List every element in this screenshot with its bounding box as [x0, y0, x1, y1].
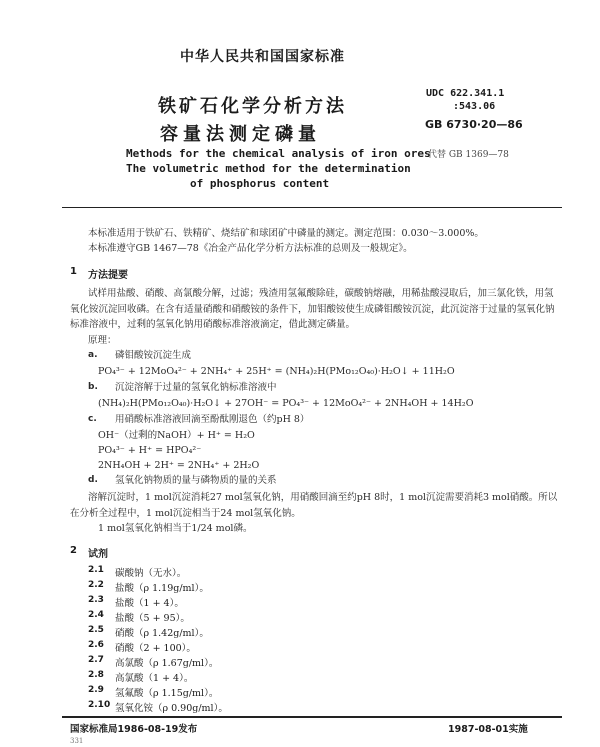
english-title-1: Methods for the chemical analysis of iron ores — [126, 147, 431, 160]
step-d-conclusion: 1 mol氢氧化钠相当于1/24 mol磷。 — [98, 523, 253, 534]
step-c-equation-1: OH⁻（过剩的NaOH）+ H⁺ = H₂O — [98, 430, 255, 441]
english-title-3: of phosphorus content — [190, 177, 330, 190]
gb-code: GB 6730·20—86 — [425, 118, 523, 131]
reagent-text: 盐酸（5 + 95）。 — [115, 613, 190, 624]
reagent-number: 2.3 — [88, 595, 104, 605]
scope-paragraph: 本标准适用于铁矿石、铁精矿、烧结矿和球团矿中磷量的测定。测定范围：0.030～3.000%。 — [88, 228, 484, 239]
udc-code-suffix: :543.06 — [453, 101, 496, 112]
page-number: 331 — [70, 737, 84, 745]
step-a-label: a. — [88, 350, 98, 360]
reagent-text: 高氯酸（1 + 4）。 — [115, 673, 194, 684]
national-standard-heading: 中华人民共和国国家标准 — [180, 49, 345, 65]
step-a-equation: PO₄³⁻ + 12MoO₄²⁻ + 2NH₄⁺ + 25H⁺ = (NH₄)₂H(PMo₁₂O₄₀)·H₂O↓ + 11H₂O — [98, 366, 455, 377]
english-title-2: The volumetric method for the determination — [126, 162, 411, 175]
udc-code: UDC 622.341.1 — [426, 88, 505, 99]
footer-divider — [62, 716, 562, 718]
step-c-equation-2: PO₄³⁻ + H⁺ = HPO₄²⁻ — [98, 445, 202, 456]
section-2-number: 2 — [70, 545, 77, 556]
reagent-text: 高氯酸（ρ 1.67g/ml）。 — [115, 658, 219, 669]
reagent-number: 2.6 — [88, 640, 104, 650]
step-d-text: 氢氧化钠物质的量与磷物质的量的关系 — [115, 475, 277, 486]
header-divider — [62, 207, 562, 208]
reagent-number: 2.4 — [88, 610, 104, 620]
step-d-paragraph: 溶解沉淀时，1 mol沉淀消耗27 mol氢氧化钠，用硝酸回滴至约pH 8时，1 mol沉淀需要消耗3 mol硝酸。所以在分析全过程中，1 mol沉淀相当于24 mol氢氧化钠。 — [70, 492, 558, 519]
title-line-1: 铁矿石化学分析方法 — [158, 96, 347, 117]
step-c-equation-3: 2NH₄OH + 2H⁺ = 2NH₄⁺ + 2H₂O — [98, 460, 260, 471]
reagent-text: 碳酸钠（无水）。 — [115, 568, 187, 579]
reagent-text: 氢氟酸（ρ 1.15g/ml）。 — [115, 688, 219, 699]
step-c-text: 用硝酸标准溶液回滴至酚酞刚退色（约pH 8） — [115, 414, 310, 425]
step-b-equation: (NH₄)₂H(PMo₁₂O₄₀)·H₂O↓ + 27OH⁻ = PO₄³⁻ + 12MoO₄²⁻ + 2NH₄OH + 14H₂O — [98, 398, 474, 409]
replaces-standard: 代替 GB 1369—78 — [428, 150, 509, 160]
reagent-number: 2.7 — [88, 655, 104, 665]
principle-label: 原理： — [88, 335, 117, 346]
reagent-number: 2.10 — [88, 700, 111, 710]
reagent-number: 2.8 — [88, 670, 104, 680]
reagent-number: 2.1 — [88, 565, 104, 575]
step-a-text: 磷钼酸铵沉淀生成 — [115, 350, 192, 361]
section-1-number: 1 — [70, 266, 77, 277]
effective-date: 1987-08-01实施 — [448, 724, 528, 735]
reagent-text: 硝酸（ρ 1.42g/ml）。 — [115, 628, 209, 639]
step-d-label: d. — [88, 475, 98, 485]
reagent-text: 硝酸（2 + 100）。 — [115, 643, 196, 654]
section-2-title: 试剂 — [88, 549, 108, 560]
step-c-label: c. — [88, 414, 97, 424]
reagent-number: 2.9 — [88, 685, 104, 695]
reagent-text: 氢氧化铵（ρ 0.90g/ml）。 — [115, 703, 228, 714]
basis-paragraph: 本标准遵守GB 1467—78《冶金产品化学分析方法标准的总则及一般规定》。 — [88, 243, 413, 254]
step-b-text: 沉淀溶解于过量的氢氧化钠标准溶液中 — [115, 382, 277, 393]
reagent-number: 2.2 — [88, 580, 104, 590]
reagent-text: 盐酸（ρ 1.19g/ml）。 — [115, 583, 209, 594]
reagent-number: 2.5 — [88, 625, 104, 635]
section-1-title: 方法提要 — [88, 270, 128, 281]
reagent-text: 盐酸（1 + 4）。 — [115, 598, 184, 609]
step-b-label: b. — [88, 382, 98, 392]
method-summary-paragraph: 试样用盐酸、硝酸、高氯酸分解，过滤；残渣用氢氟酸除硅，碳酸钠熔融，用稀盐酸浸取后，加三氯化铁，用氢氧化铵沉淀回收磷。在含有适量硝酸和硝酸铵的条件下，加钼酸铵使生成磷钼酸铵沉淀，此沉淀溶于过量的氢氧化钠标准溶液中，过剩的氢氧化钠用硝酸标准溶液滴定，借此测定磷量。 — [70, 288, 555, 330]
title-line-2: 容量法测定磷量 — [160, 124, 321, 145]
issued-date: 国家标准局1986-08-19发布 — [70, 724, 198, 735]
